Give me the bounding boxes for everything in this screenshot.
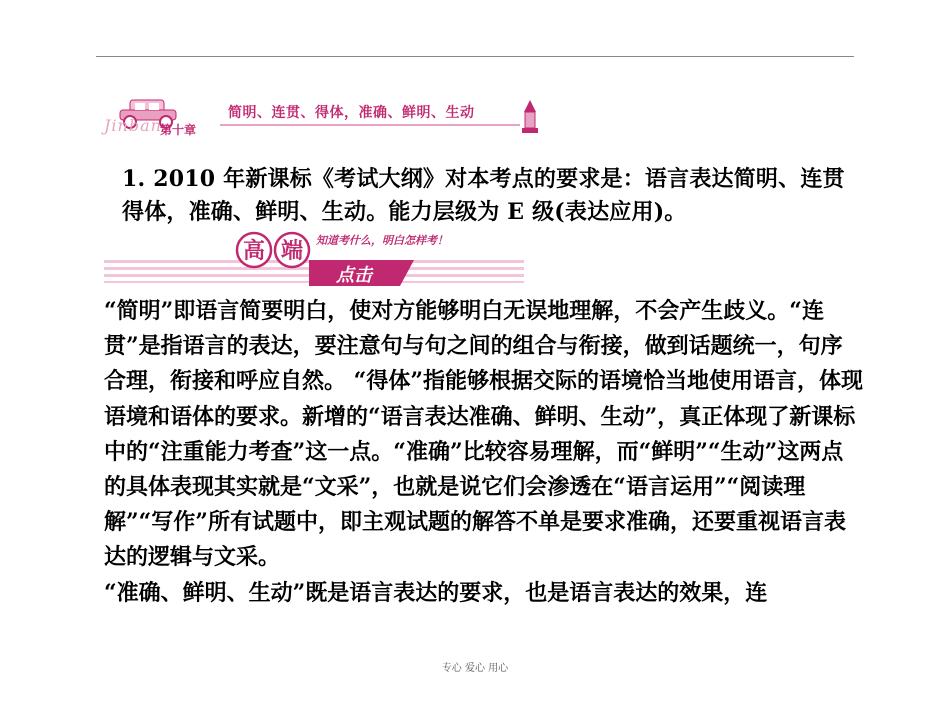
- chapter-title: 简明、连贯、得体，准确、鲜明、生动: [228, 105, 475, 121]
- page-footer: 专心 爱心 用心: [441, 663, 509, 674]
- banner-label-dianji: 点击: [336, 265, 372, 286]
- requirement-paragraph: 1. 2010 年新课标《考试大纲》对本考点的要求是：语言表达简明、连贯得体，准确、鲜明、生动。能力层级为 E 级(表达应用)。: [122, 166, 845, 225]
- explanation-text: [104, 294, 864, 611]
- chapter-banner: [100, 90, 540, 140]
- banner-char-gao: 高: [242, 238, 266, 264]
- explanation-paragraph: “简明”即语言简要明白，使对方能够明白无误地理解，不会产生歧义。“连贯”是指语言的表达，要注意句与句之间的组合与衔接，做到话题统一，句序合理，衔接和呼应自然。 “得体”指能够根据交际的语境恰当地使用语言，体现语境和语体的要求。新增的“语言表达准确、鲜明、生动”，真正体现了新课标中的“注重能力考查”这一点。“准确”比较容易理解，而“鲜明”“生动”这两点的具体表现其实就是“文采”，也就是说它们会渗透在“语言运用”“阅读理解”“写作”所有试题中，即主观试题的解答不单是要求准确，还要重视语言表达的逻辑与文采。: [104, 298, 863, 571]
- banner-graphic: [104, 230, 524, 292]
- explanation-paragraph: “准确、鲜明、生动”既是语言表达的要求，也是语言表达的效果，连: [104, 579, 768, 606]
- highlight-banner: [104, 230, 524, 292]
- chapter-label: 第十章: [160, 123, 197, 137]
- banner-char-duan: 端: [280, 238, 304, 264]
- tower-icon: [518, 100, 542, 134]
- banner-script-text: Jinban: [104, 116, 162, 135]
- top-divider: [96, 56, 854, 57]
- banner-hint: 知道考什么，明白怎样考！: [316, 234, 448, 247]
- banner-underline: [220, 124, 520, 126]
